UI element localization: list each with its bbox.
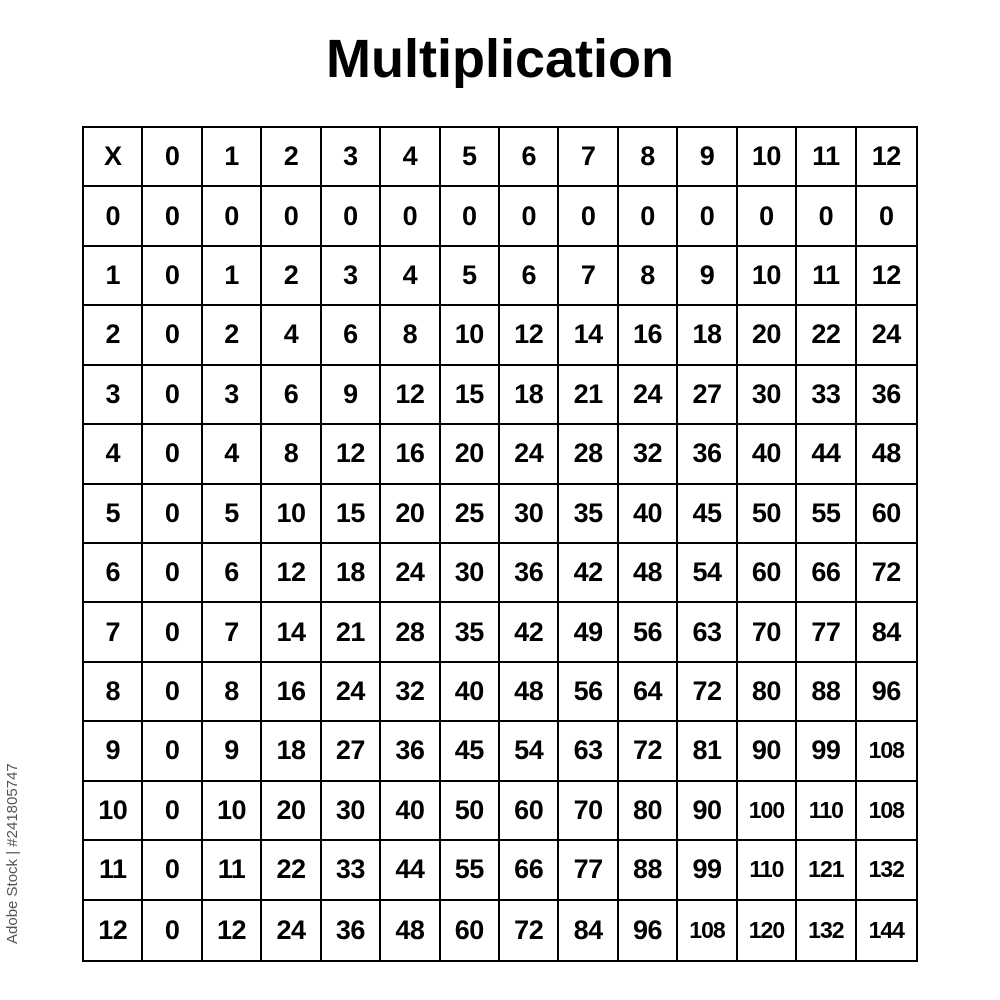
table-cell: 30	[500, 485, 559, 544]
table-cell: 72	[619, 722, 678, 781]
table-cell: 28	[559, 425, 618, 484]
table-cell: 96	[857, 663, 916, 722]
table-cell: 72	[678, 663, 737, 722]
header-cell: 3	[322, 128, 381, 187]
row-header-cell: 12	[84, 901, 143, 960]
table-cell: 0	[143, 603, 202, 662]
header-cell: 10	[738, 128, 797, 187]
row-header-cell: 6	[84, 544, 143, 603]
table-cell: 1	[203, 247, 262, 306]
table-cell: 90	[678, 782, 737, 841]
table-cell: 20	[381, 485, 440, 544]
table-cell: 100	[738, 782, 797, 841]
table-cell: 24	[322, 663, 381, 722]
table-cell: 3	[322, 247, 381, 306]
table-cell: 144	[868, 916, 904, 943]
table-cell: 7	[203, 603, 262, 662]
header-cell: 2	[262, 128, 321, 187]
header-cell: 0	[143, 128, 202, 187]
table-cell: 88	[797, 663, 856, 722]
table-cell: 9	[203, 722, 262, 781]
table-cell: 99	[797, 722, 856, 781]
table-cell: 110	[738, 841, 797, 900]
table-cell: 11	[797, 247, 856, 306]
table-cell: 12	[203, 901, 262, 960]
header-cell: 5	[441, 128, 500, 187]
row-header-cell: 4	[84, 425, 143, 484]
table-cell: 33	[322, 841, 381, 900]
table-cell: 40	[738, 425, 797, 484]
table-cell: 18	[322, 544, 381, 603]
table-cell: 42	[500, 603, 559, 662]
table-cell: 10	[203, 782, 262, 841]
table-cell: 84	[559, 901, 618, 960]
table-cell: 25	[441, 485, 500, 544]
table-cell: 54	[678, 544, 737, 603]
table-cell: 3	[203, 366, 262, 425]
header-cell: 9	[678, 128, 737, 187]
table-cell: 0	[143, 366, 202, 425]
table-cell: 60	[738, 544, 797, 603]
table-cell: 2	[262, 247, 321, 306]
row-header-cell: 2	[84, 306, 143, 365]
table-cell: 44	[381, 841, 440, 900]
row-header-cell: 5	[84, 485, 143, 544]
table-cell: 55	[441, 841, 500, 900]
table-cell: 11	[203, 841, 262, 900]
table-cell: 14	[559, 306, 618, 365]
header-cell: 12	[857, 128, 916, 187]
table-cell: 9	[322, 366, 381, 425]
table-cell: 35	[441, 603, 500, 662]
table-cell: 30	[738, 366, 797, 425]
table-cell: 4	[381, 247, 440, 306]
table-cell: 20	[738, 306, 797, 365]
table-cell: 4	[262, 306, 321, 365]
row-header-cell: 11	[84, 841, 143, 900]
table-cell: 9	[678, 247, 737, 306]
table-cell: 40	[619, 485, 678, 544]
table-cell: 60	[500, 782, 559, 841]
table-cell: 0	[143, 782, 202, 841]
table-cell: 12	[500, 306, 559, 365]
table-cell: 6	[203, 544, 262, 603]
table-cell: 16	[619, 306, 678, 365]
table-cell: 20	[441, 425, 500, 484]
table-cell: 72	[857, 544, 916, 603]
table-cell: 18	[262, 722, 321, 781]
table-cell: 15	[322, 485, 381, 544]
table-cell: 33	[797, 366, 856, 425]
table-cell: 45	[441, 722, 500, 781]
table-cell: 0	[738, 187, 797, 246]
table-cell: 12	[262, 544, 321, 603]
table-cell: 0	[322, 187, 381, 246]
table-cell: 8	[262, 425, 321, 484]
table-cell: 24	[500, 425, 559, 484]
table-cell: 21	[559, 366, 618, 425]
table-cell: 0	[203, 187, 262, 246]
table-cell: 6	[500, 247, 559, 306]
table-cell: 32	[619, 425, 678, 484]
table-cell: 0	[143, 544, 202, 603]
table-cell: 6	[262, 366, 321, 425]
table-cell: 55	[797, 485, 856, 544]
table-cell: 108	[857, 782, 916, 841]
table-cell: 72	[500, 901, 559, 960]
table-cell: 12	[857, 247, 916, 306]
header-cell: 6	[500, 128, 559, 187]
table-cell: 42	[559, 544, 618, 603]
table-cell: 12	[381, 366, 440, 425]
table-cell: 0	[143, 247, 202, 306]
table-cell: 0	[143, 663, 202, 722]
row-header-cell: 9	[84, 722, 143, 781]
table-cell: 0	[619, 187, 678, 246]
table-cell: 80	[738, 663, 797, 722]
table-cell: 6	[322, 306, 381, 365]
table-cell: 48	[381, 901, 440, 960]
table-cell: 64	[619, 663, 678, 722]
table-cell: 80	[619, 782, 678, 841]
table-cell: 0	[143, 485, 202, 544]
table-cell: 70	[738, 603, 797, 662]
table-cell: 36	[857, 366, 916, 425]
table-cell: 36	[678, 425, 737, 484]
table-cell: 30	[441, 544, 500, 603]
table-cell: 0	[559, 187, 618, 246]
table-cell: 0	[381, 187, 440, 246]
table-cell: 36	[322, 901, 381, 960]
table-cell: 54	[500, 722, 559, 781]
table-cell: 99	[678, 841, 737, 900]
table-cell: 48	[619, 544, 678, 603]
table-cell: 8	[619, 247, 678, 306]
table-cell: 27	[678, 366, 737, 425]
table-cell: 132	[857, 841, 916, 900]
table-cell: 44	[797, 425, 856, 484]
table-cell: 60	[857, 485, 916, 544]
table-cell: 84	[857, 603, 916, 662]
table-cell: 66	[797, 544, 856, 603]
table-cell: 24	[857, 306, 916, 365]
table-cell: 110	[797, 782, 856, 841]
table-cell: 24	[619, 366, 678, 425]
table-cell: 50	[441, 782, 500, 841]
table-cell: 50	[738, 485, 797, 544]
table-cell: 45	[678, 485, 737, 544]
table-cell: 8	[203, 663, 262, 722]
table-cell: 24	[262, 901, 321, 960]
table-cell: 0	[678, 187, 737, 246]
table-cell: 0	[143, 901, 202, 960]
table-cell: 15	[441, 366, 500, 425]
table-cell: 28	[381, 603, 440, 662]
row-header-cell: 1	[84, 247, 143, 306]
header-cell: 8	[619, 128, 678, 187]
header-cell: X	[84, 128, 143, 187]
table-cell: 48	[500, 663, 559, 722]
table-cell: 66	[500, 841, 559, 900]
page-title: Multiplication	[326, 29, 674, 89]
table-cell: 56	[559, 663, 618, 722]
table-cell: 20	[262, 782, 321, 841]
table-cell: 0	[262, 187, 321, 246]
row-header-cell: 0	[84, 187, 143, 246]
table-cell: 40	[381, 782, 440, 841]
header-cell: 7	[559, 128, 618, 187]
table-cell: 10	[262, 485, 321, 544]
table-cell: 40	[441, 663, 500, 722]
table-cell: 77	[559, 841, 618, 900]
table-cell: 2	[203, 306, 262, 365]
table-cell: 32	[381, 663, 440, 722]
table-cell: 12	[322, 425, 381, 484]
row-header-cell: 3	[84, 366, 143, 425]
table-cell: 14	[262, 603, 321, 662]
table-cell: 96	[619, 901, 678, 960]
table-cell: 36	[381, 722, 440, 781]
table-cell: 0	[441, 187, 500, 246]
table-cell: 120	[738, 901, 797, 960]
table-cell: 48	[857, 425, 916, 484]
table-cell: 0	[143, 841, 202, 900]
header-cell: 1	[203, 128, 262, 187]
header-cell: 4	[381, 128, 440, 187]
table-cell: 7	[559, 247, 618, 306]
table-cell: 88	[619, 841, 678, 900]
table-cell: 21	[322, 603, 381, 662]
table-cell: 60	[441, 901, 500, 960]
table-cell: 121	[797, 841, 856, 900]
table-cell: 63	[678, 603, 737, 662]
table-cell: 49	[559, 603, 618, 662]
table-cell: 10	[738, 247, 797, 306]
table-cell: 30	[322, 782, 381, 841]
table-cell: 5	[203, 485, 262, 544]
table-cell: 70	[559, 782, 618, 841]
row-header-cell: 10	[84, 782, 143, 841]
table-cell: 77	[797, 603, 856, 662]
table-cell: 35	[559, 485, 618, 544]
table-cell: 0	[143, 306, 202, 365]
table-cell: 36	[500, 544, 559, 603]
table-cell: 0	[143, 425, 202, 484]
header-cell: 11	[797, 128, 856, 187]
row-header-cell: 7	[84, 603, 143, 662]
multiplication-table	[82, 126, 918, 962]
table-cell: 10	[441, 306, 500, 365]
row-header-cell: 8	[84, 663, 143, 722]
table-cell: 8	[381, 306, 440, 365]
table-cell: 108	[678, 901, 737, 960]
table-cell: 0	[857, 187, 916, 246]
table-cell: 22	[797, 306, 856, 365]
table-cell: 22	[262, 841, 321, 900]
table-cell: 18	[678, 306, 737, 365]
table-cell: 108	[857, 722, 916, 781]
table-cell: 0	[143, 722, 202, 781]
table-cell: 5	[441, 247, 500, 306]
table-cell: 16	[381, 425, 440, 484]
table-cell: 18	[500, 366, 559, 425]
table-cell: 27	[322, 722, 381, 781]
table-cell: 0	[500, 187, 559, 246]
table-cell: 56	[619, 603, 678, 662]
table-cell: 132	[797, 901, 856, 960]
table-cell: 81	[678, 722, 737, 781]
table-cell: 16	[262, 663, 321, 722]
watermark: Adobe Stock | #241805747	[4, 763, 21, 944]
table-cell: 0	[797, 187, 856, 246]
table-cell: 4	[203, 425, 262, 484]
table-cell: 0	[143, 187, 202, 246]
table-cell: 63	[559, 722, 618, 781]
table-cell: 90	[738, 722, 797, 781]
table-cell: 24	[381, 544, 440, 603]
